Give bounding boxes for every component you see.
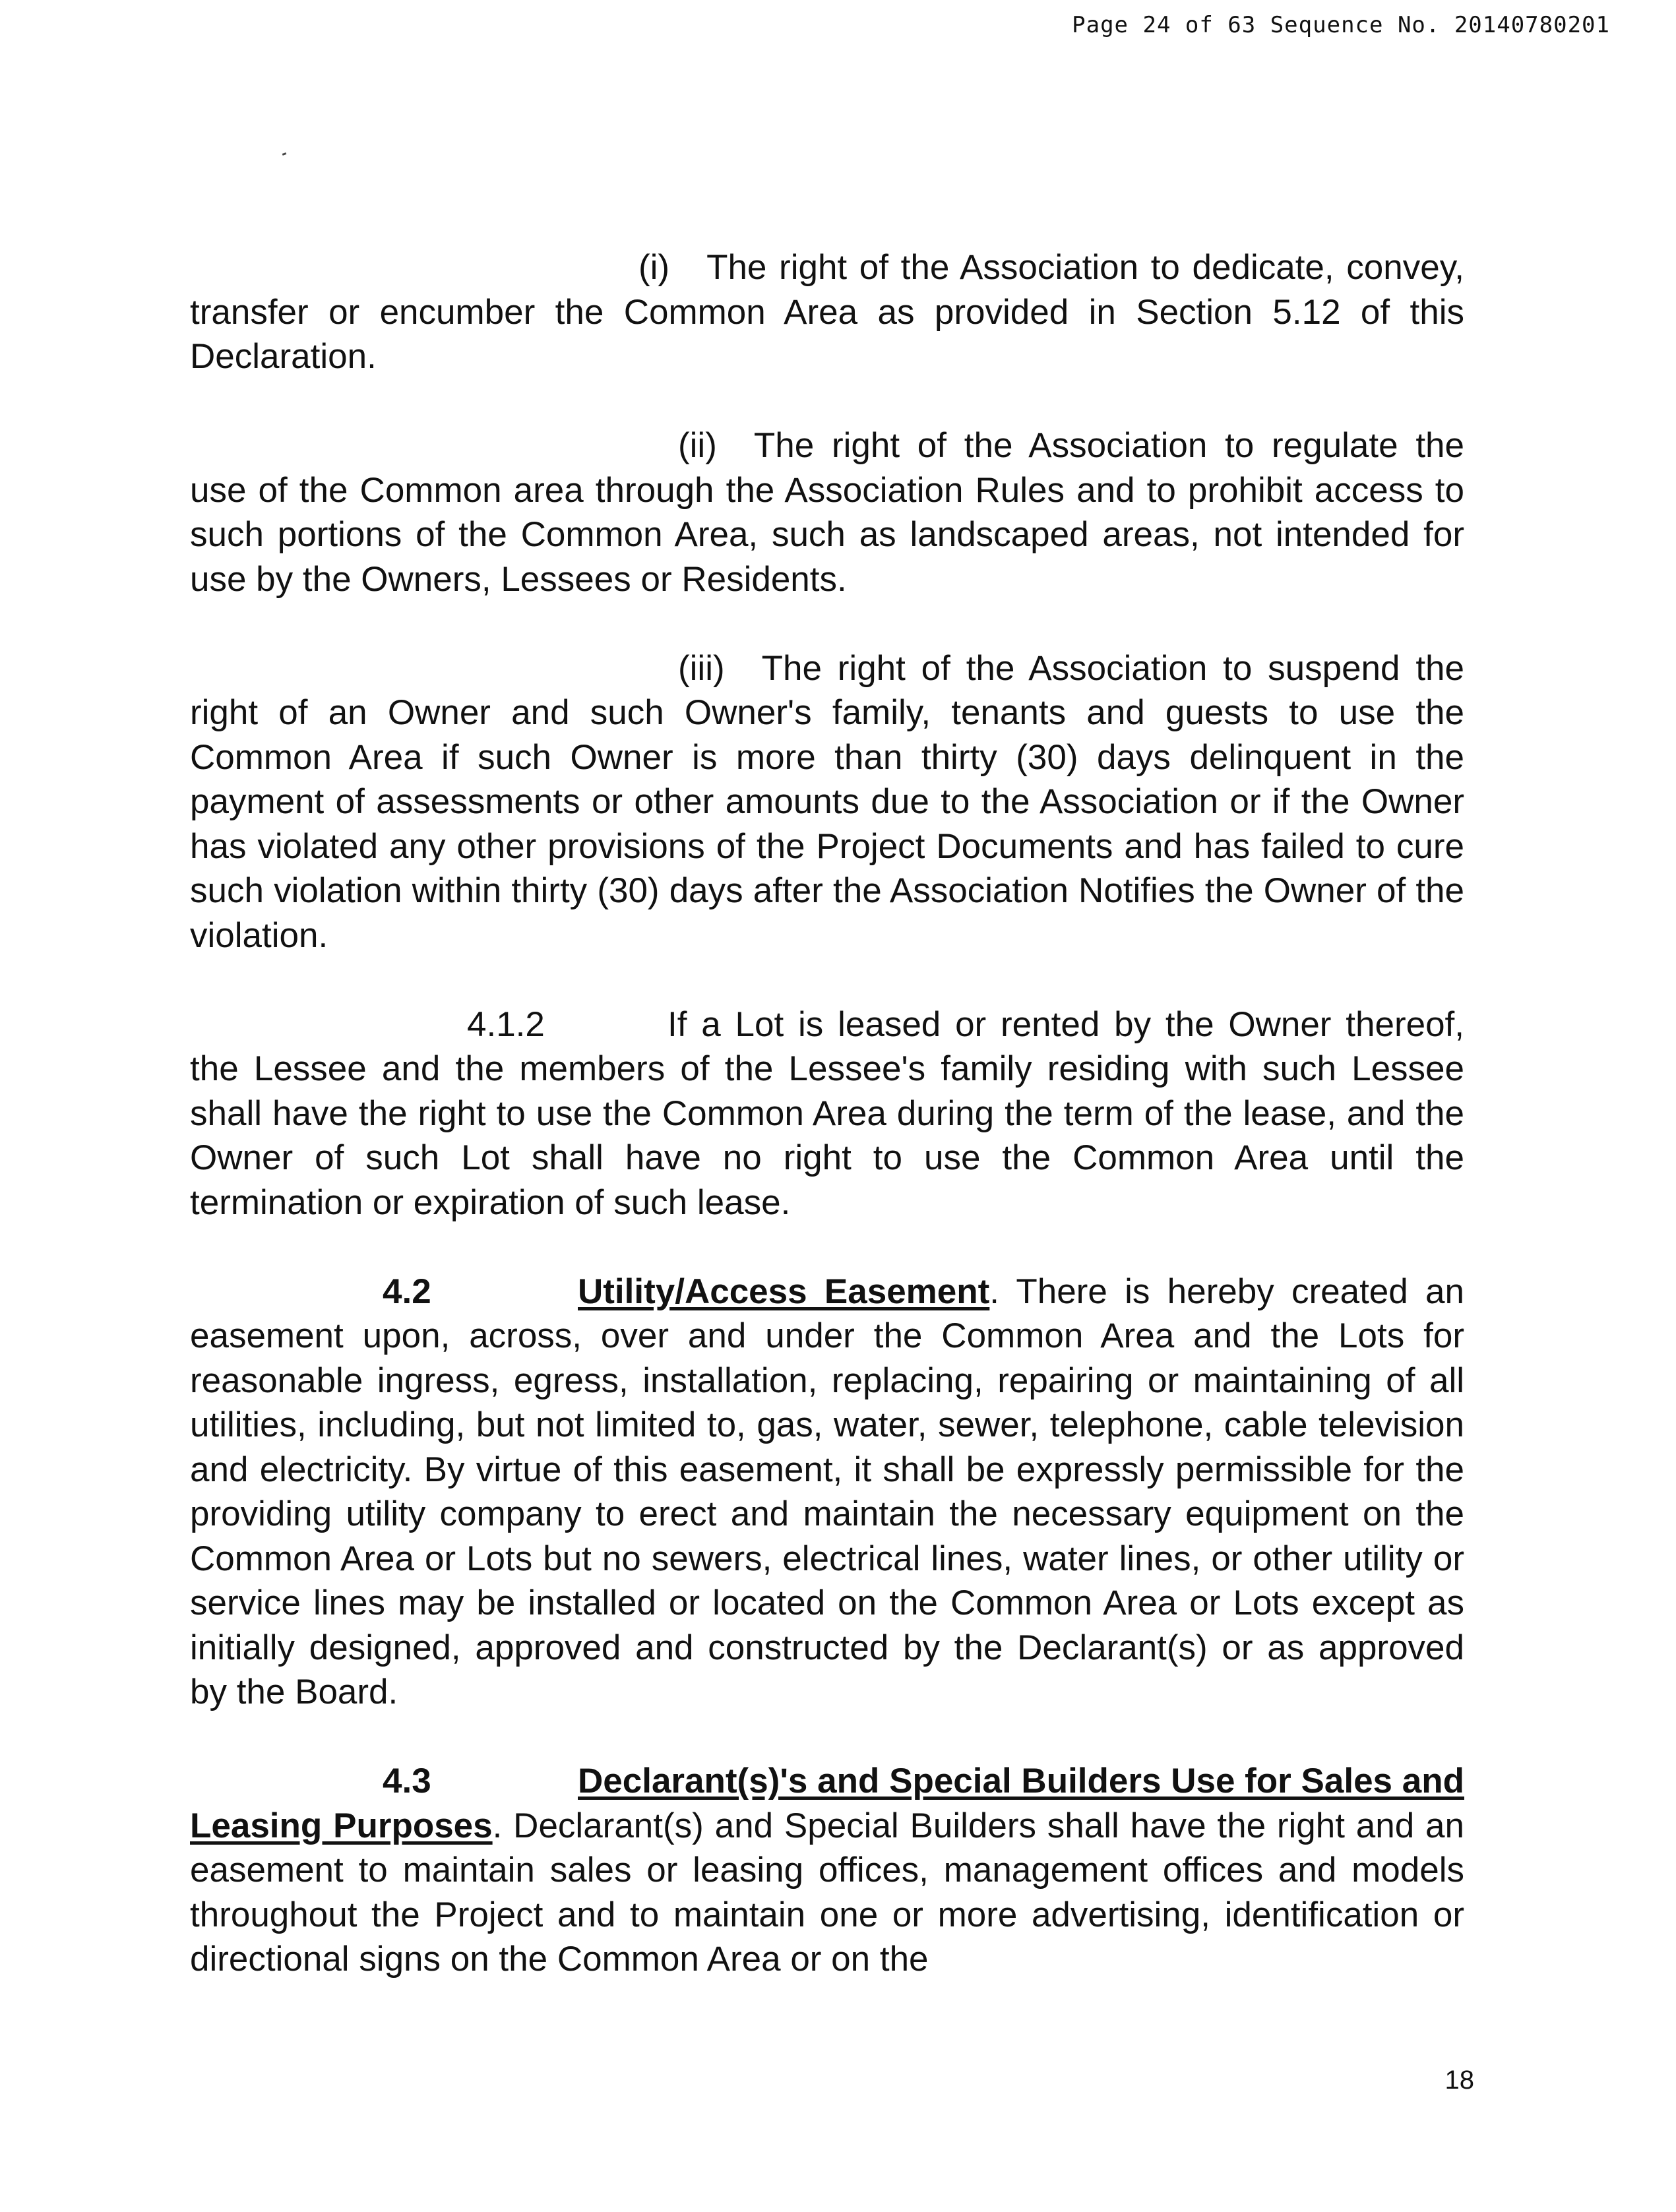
paragraph-4-1-2-text: If a Lot is leased or rented by the Owner thereof, the Lessee and the members of the Lessee's family residing with such Lessee shall have the right to use the Common Area during the term of the lease, and the Owner of such Lot shall have no right to use the Common Area until the termination or expiration of such lease. [190, 1004, 1464, 1222]
paragraph-i-text: The right of the Association to dedicate, convey, transfer or encumber the Common Area as provided in Section 5.12 of this Declaration. [190, 248, 1464, 376]
page-number: 18 [1444, 2066, 1474, 2095]
section-4-3-title: Declarant(s)'s and Special Builders Use for Sales and Leasing Purposes [190, 1762, 1464, 1845]
paragraph-4-1-2-label: 4.1.2 [467, 1004, 545, 1044]
sequence-header: Page 24 of 63 Sequence No. 20140780201 [1072, 12, 1610, 38]
paragraph-i [190, 245, 1464, 379]
scan-mark [282, 152, 287, 156]
paragraph-i-label: (i) [638, 248, 670, 287]
section-4-2-title: Utility/Access Easement [578, 1272, 990, 1311]
document-body [190, 245, 1464, 1982]
paragraph-iii [190, 646, 1464, 958]
section-4-2-number: 4.2 [383, 1272, 431, 1311]
paragraph-ii-label: (ii) [678, 426, 717, 465]
section-4-3 [190, 1759, 1464, 1982]
section-4-3-number: 4.3 [383, 1762, 431, 1800]
paragraph-ii-text: The right of the Association to regulate the use of the Common area through the Association Rules and to prohibit access to such portions of the Common Area, such as landscaped areas, not intended for use by the Owners, Lessees or Residents. [190, 426, 1464, 599]
paragraph-ii [190, 423, 1464, 601]
section-4-2 [190, 1270, 1464, 1715]
section-4-3-text: . Declarant(s) and Special Builders shall have the right and an easement to maintain sales or leasing offices, management offices and models throughout the Project and to maintain one or more advertising, identification or directional signs on the Common Area or on the [190, 1806, 1464, 1979]
paragraph-4-1-2 [190, 1002, 1464, 1225]
paragraph-iii-label: (iii) [678, 648, 725, 688]
paragraph-iii-text: The right of the Association to suspend the right of an Owner and such Owner's family, tenants and guests to use the Common Area if such Owner is more than thirty (30) days delinquent in the payment of assessments or other amounts due to the Association or if the Owner has violated any other provisions of the Project Documents and has failed to cure such violation within thirty (30) days after the Association Notifies the Owner of the violation. [190, 648, 1464, 955]
section-4-2-text: . There is hereby created an easement upon, across, over and under the Common Area and the Lots for reasonable ingress, egress, installation, replacing, repairing or maintaining of all utilities, including, but not limited to, gas, water, sewer, telephone, cable television and electricity. By virtue of this easement, it shall be expressly permissible for the providing utility company to erect and maintain the necessary equipment on the Common Area or Lots but no sewers, electrical lines, water lines, or other utility or service lines may be installed or located on the Common Area or Lots except as initially designed, approved and constructed by the Declarant(s) or as approved by the Board. [190, 1272, 1464, 1711]
